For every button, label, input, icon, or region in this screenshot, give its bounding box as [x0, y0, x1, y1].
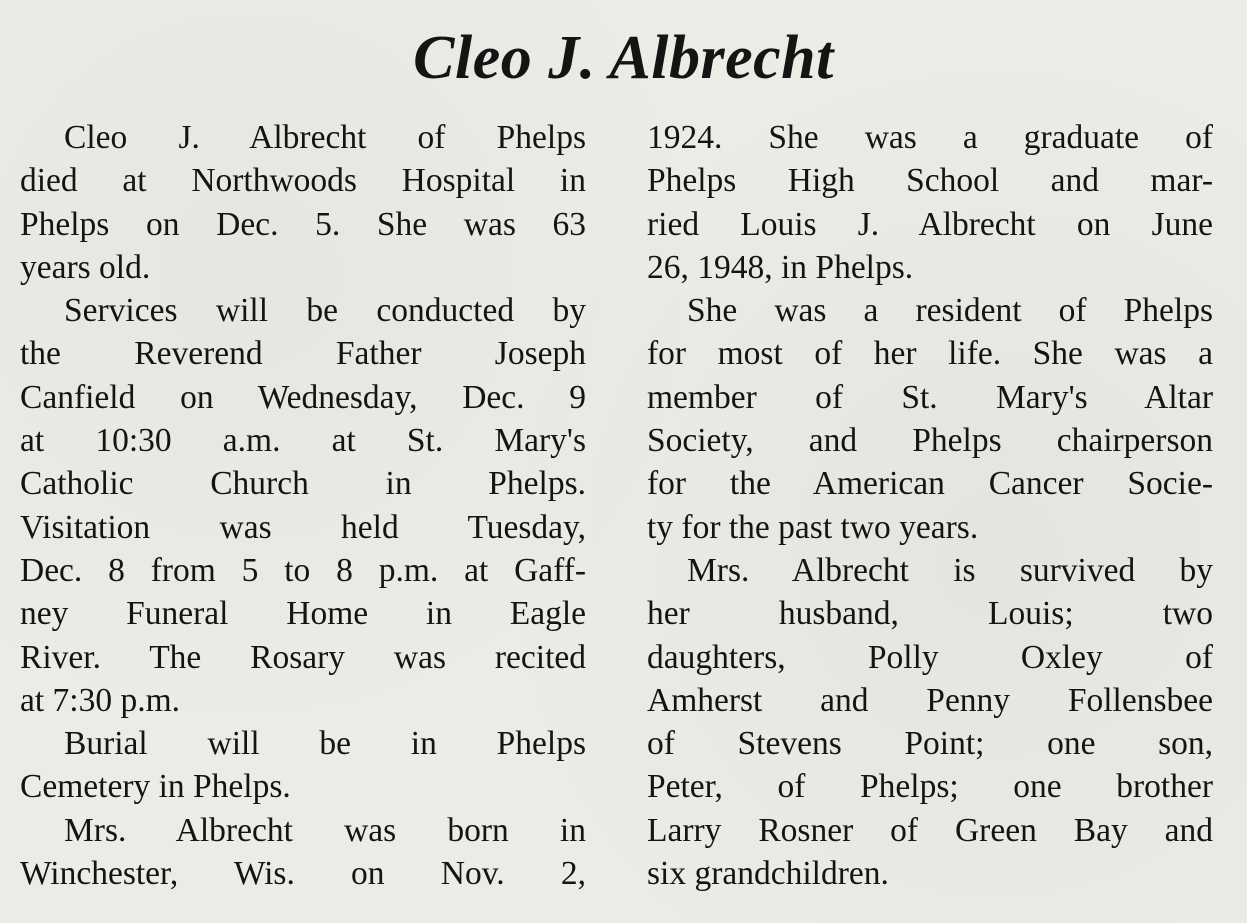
- text-line: at 7:30 p.m.: [20, 681, 181, 719]
- text-line: Canfield on Wednesday, Dec. 9: [20, 378, 586, 416]
- text-line: Phelps on Dec. 5. She was 63: [20, 205, 586, 243]
- text-line: She was a resident of Phelps: [687, 292, 1213, 330]
- text-line: for the American Cancer Socie-: [647, 465, 1213, 503]
- text-line: member of St. Mary's Altar: [647, 378, 1213, 416]
- text-line: Mrs. Albrecht is survived by: [687, 551, 1213, 589]
- text-line: at 10:30 a.m. at St. Mary's: [20, 422, 586, 460]
- text-line: of Stevens Point; one son,: [647, 725, 1213, 763]
- text-line: for most of her life. She was a: [647, 335, 1213, 373]
- text-line: Burial will be in Phelps: [64, 725, 586, 763]
- text-line: Phelps High School and mar-: [647, 162, 1213, 200]
- text-line: Services will be conducted by: [64, 292, 586, 330]
- text-line: ty for the past two years.: [647, 508, 979, 546]
- text-line: Society, and Phelps chairperson: [647, 422, 1213, 460]
- text-line: years old.: [20, 248, 151, 286]
- text-line: ried Louis J. Albrecht on June: [647, 205, 1213, 243]
- text-line: Catholic Church in Phelps.: [20, 465, 586, 503]
- text-line: her husband, Louis; two: [647, 595, 1213, 633]
- text-line: 26, 1948, in Phelps.: [647, 248, 914, 286]
- text-line: Visitation was held Tuesday,: [20, 508, 586, 546]
- text-line: ney Funeral Home in Eagle: [20, 595, 586, 633]
- text-line: Winchester, Wis. on Nov. 2,: [20, 855, 586, 893]
- text-line: Amherst and Penny Follensbee: [647, 681, 1213, 719]
- text-line: Cleo J. Albrecht of Phelps: [64, 119, 586, 156]
- text-line: Larry Rosner of Green Bay and: [647, 811, 1213, 849]
- text-line: daughters, Polly Oxley of: [647, 638, 1213, 676]
- text-line: died at Northwoods Hospital in: [20, 162, 586, 200]
- text-line: River. The Rosary was recited: [20, 638, 586, 676]
- text-line: 1924. She was a graduate of: [647, 119, 1213, 156]
- text-line: Peter, of Phelps; one brother: [647, 768, 1213, 806]
- text-column-left: [20, 116, 586, 895]
- text-line: six grandchildren.: [647, 855, 889, 893]
- text-column-right: [647, 116, 1213, 895]
- text-line: Mrs. Albrecht was born in: [64, 811, 586, 849]
- text-line: Cemetery in Phelps.: [20, 768, 291, 806]
- obituary-headline: Cleo J. Albrecht: [413, 24, 834, 92]
- text-line: the Reverend Father Joseph: [20, 335, 586, 373]
- text-line: Dec. 8 from 5 to 8 p.m. at Gaff-: [20, 551, 586, 589]
